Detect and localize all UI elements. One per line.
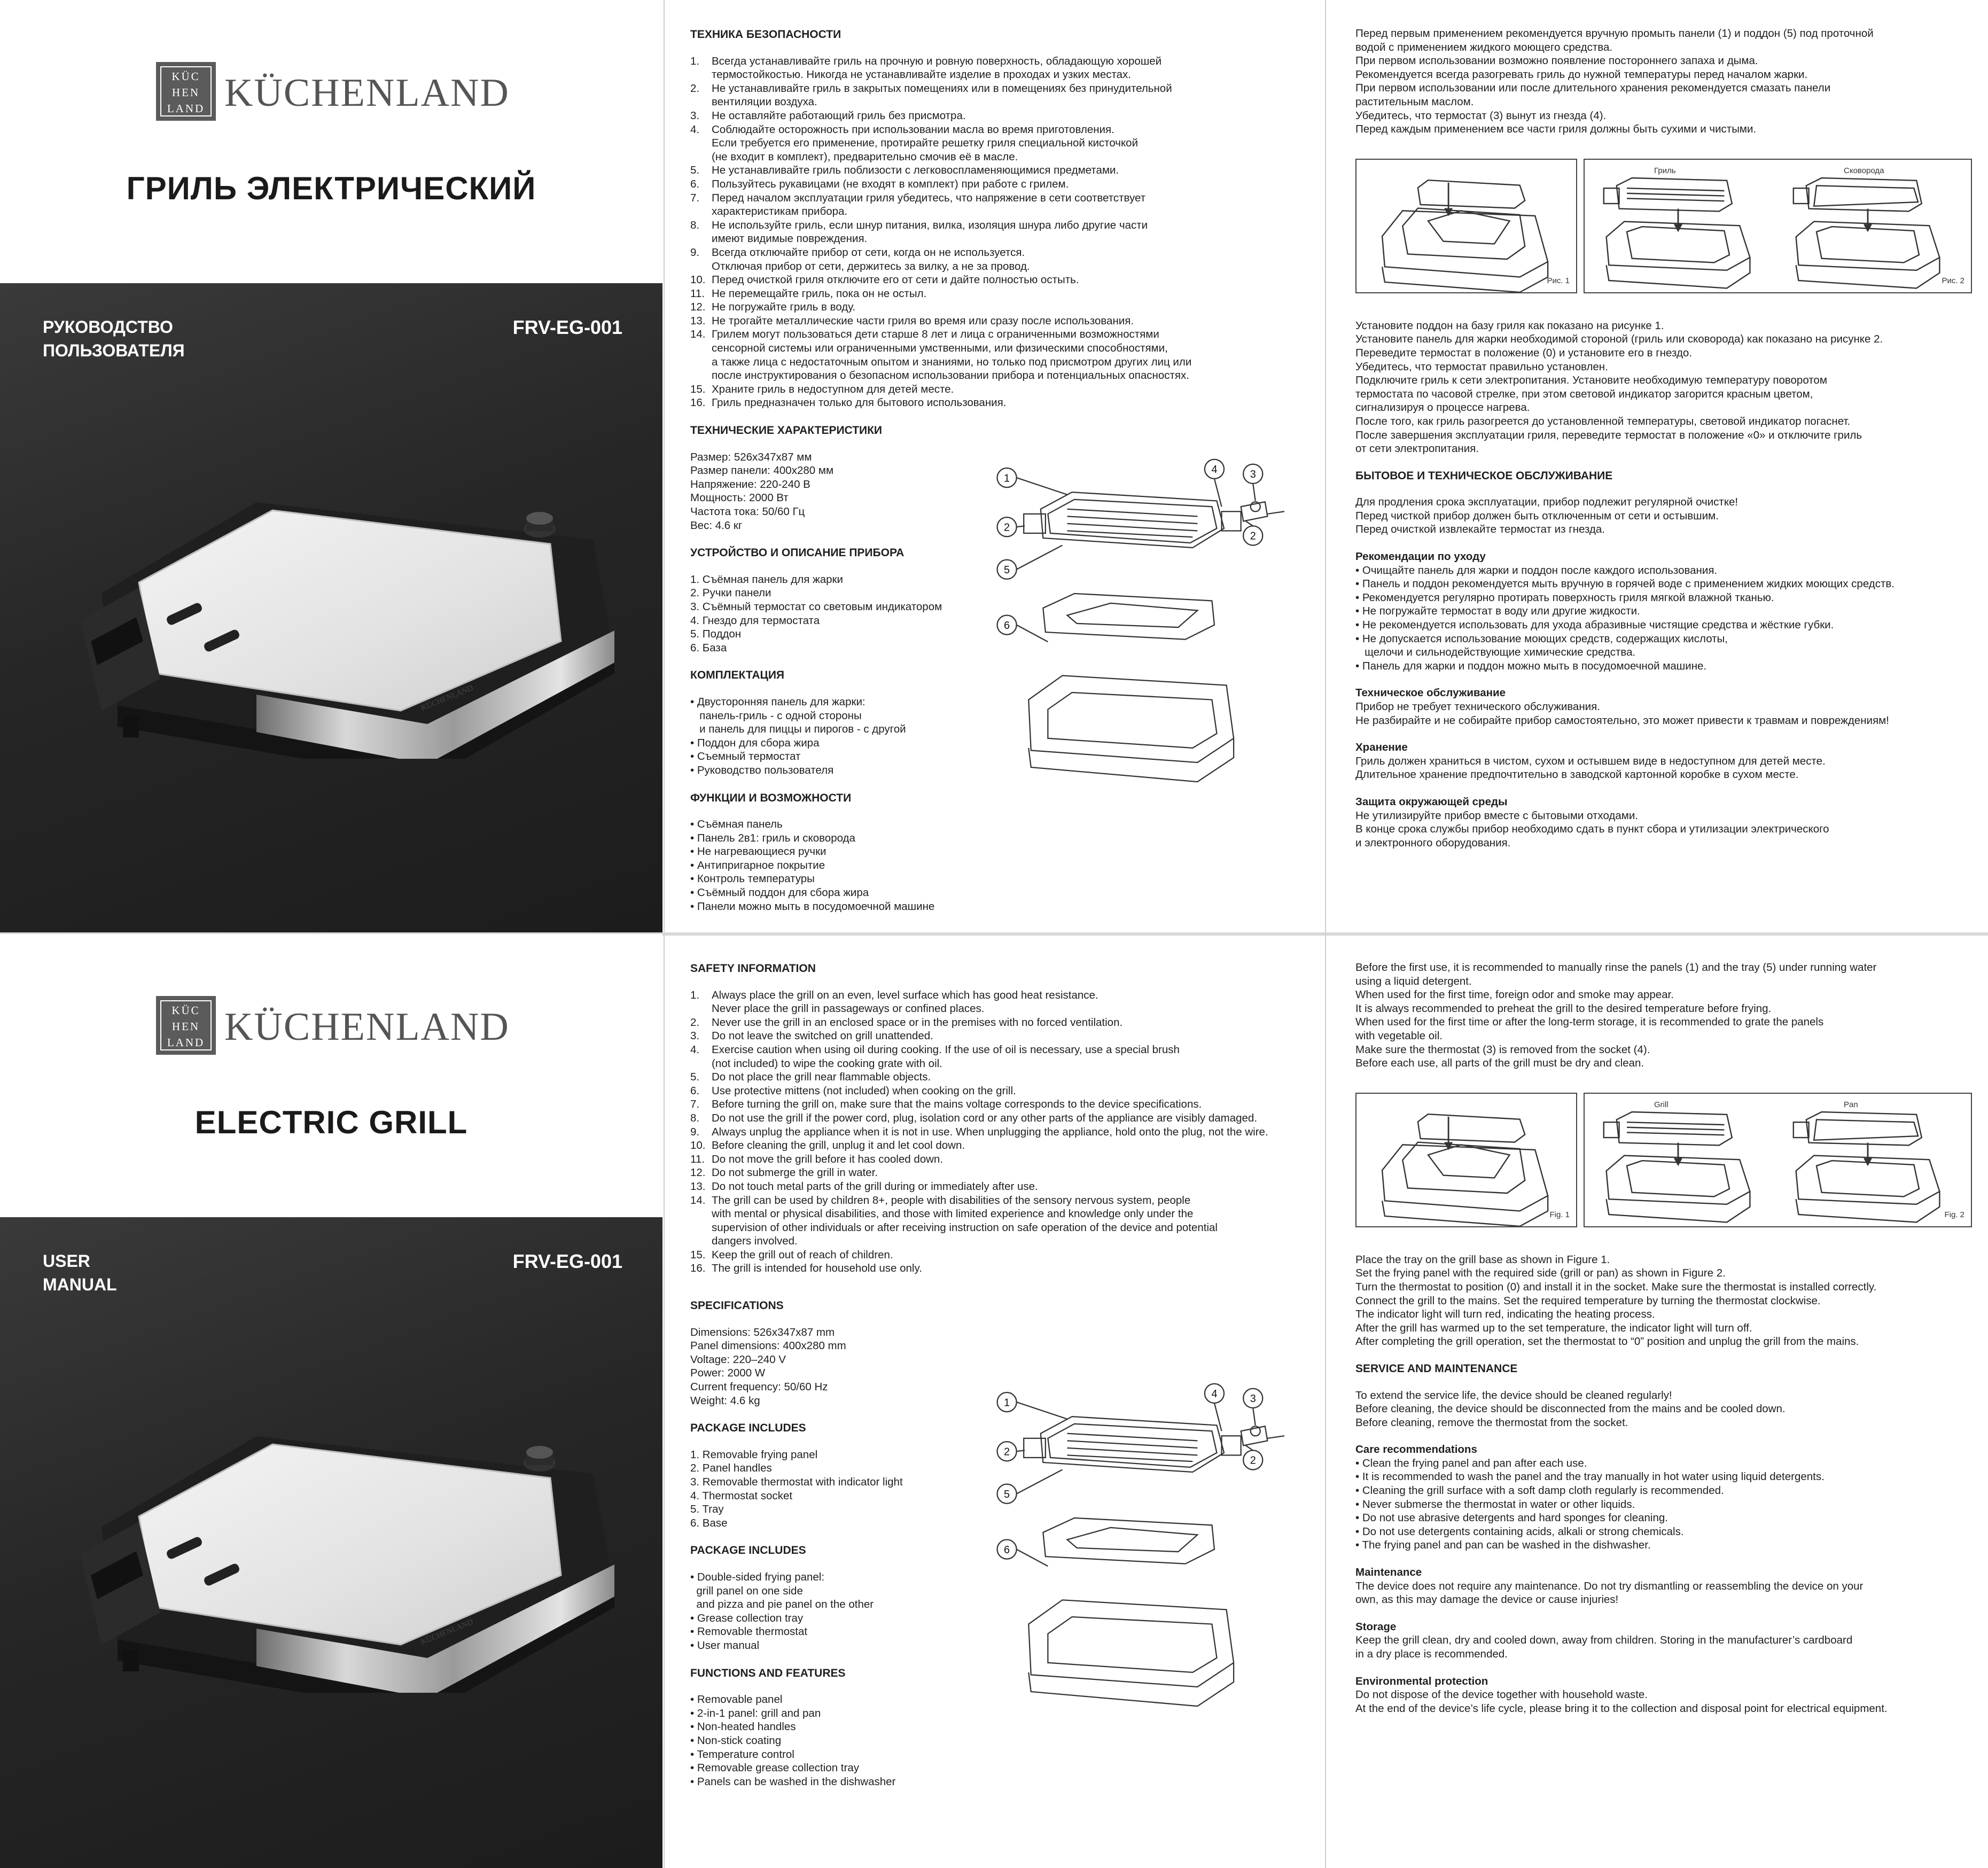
exploded-diagram: [995, 412, 1294, 823]
item-text: Не устанавливайте гриль в закрытых помещениях или в помещениях без принудительной вентиляции воздуха.: [712, 82, 1172, 108]
environment-block: [1355, 1675, 1971, 1716]
badge-line: HEN: [171, 86, 200, 99]
item-number: 10.: [690, 1139, 706, 1152]
first-use-text: Before the first use, it is recommended to manually rinse the panels (1) and the tray (5) under running water using a liquid detergent. When used for the first time, foreign odor and smoke may appear. It is always recommended to preheat the grill to the desired temperature before frying. When used for the first time or after the long-term storage, it is recommended to grate the panels with vegetable oil. Make sure the thermostat (3) is removed from the socket (4). Before each use, all parts of the grill must be dry and clean.: [1355, 961, 1877, 1070]
figures-row: [1355, 1093, 1971, 1227]
item-number: 3.: [690, 109, 700, 122]
product-logo: KÜCHENLAND: [419, 683, 475, 713]
cover-subtitle-line: ПОЛЬЗОВАТЕЛЯ: [43, 341, 185, 360]
package-line: • User manual: [690, 1639, 760, 1652]
badge-line: KÜC: [171, 1004, 200, 1017]
figure-1-drawing: [1356, 160, 1576, 292]
figure-2: [1584, 1093, 1972, 1227]
list-item: [690, 1139, 1304, 1153]
list-item: [690, 1153, 1304, 1166]
item-number: 16.: [690, 396, 706, 409]
part-line: 4. Thermostat socket: [690, 1489, 793, 1502]
care-list: • Clean the frying panel and pan after each use. • It is recommended to wash the panel and the tray manually in hot water using liquid detergents. • Cleaning the grill surface with a soft damp cloth regularly is recommended. • Never submerse the thermostat in water or other liquids. • Do not use abrasive detergents and hard sponges for cleaning. • Do not use detergents containing acids, alkali or strong chemicals. • The frying panel and pan can be washed in the dishwasher.: [1355, 1457, 1825, 1552]
badge-line: KÜC: [171, 70, 200, 83]
item-text: Не перемещайте гриль, пока он не остыл.: [712, 287, 927, 300]
section-heading: ФУНКЦИИ И ВОЗМОЖНОСТИ: [690, 791, 852, 804]
feature-line: • Панели можно мыть в посудомоечной машине: [690, 900, 935, 913]
list-item: [690, 383, 1304, 396]
callout-label: 2: [1004, 1446, 1010, 1458]
list-item: [690, 1111, 1304, 1125]
section-heading: SPECIFICATIONS: [690, 1299, 784, 1312]
figure-caption: Рис. 1: [1547, 276, 1570, 286]
item-number: 12.: [690, 1166, 706, 1179]
item-number: 6.: [690, 177, 700, 190]
cover-panel: [0, 934, 662, 1868]
figure-1: [1355, 1093, 1577, 1227]
list-item: [690, 109, 1304, 123]
callout-label: 5: [1004, 564, 1010, 576]
column-safety-specs: [664, 934, 1325, 1868]
maintenance-block: [1355, 686, 1971, 727]
list-item: [690, 1194, 1304, 1248]
figure-2-pan-drawing: [1777, 165, 1959, 293]
package-line: • Съемный термостат: [690, 750, 801, 763]
maintenance-text: The device does not require any maintenance. Do not try dismantling or reassembling the device on your own, as this may damage the device or cause injuries!: [1355, 1579, 1864, 1606]
list-item: [690, 1084, 1304, 1098]
badge-line: LAND: [167, 1036, 205, 1049]
brand-logo: [156, 62, 530, 121]
figure-2-grill-drawing: [1587, 1099, 1769, 1227]
item-number: 10.: [690, 274, 706, 286]
figure-caption: Fig. 1: [1549, 1210, 1570, 1220]
safety-section: [690, 962, 1304, 1275]
list-item: [690, 989, 1304, 1016]
list-item: [690, 123, 1304, 164]
item-number: 5.: [690, 1071, 700, 1084]
figure-caption: Рис. 2: [1942, 276, 1964, 286]
item-text: Всегда устанавливайте гриль на прочную и ровную поверхность, обладающую хорошей термостойкостью. Никогда не устанавливайте изделие в проходах и узких местах.: [712, 55, 1162, 81]
part-line: 1. Removable frying panel: [690, 1448, 818, 1461]
figure-label-grill: Гриль: [1654, 166, 1676, 175]
feature-line: • Removable panel: [690, 1693, 783, 1706]
item-text: Храните гриль в недоступном для детей месте.: [712, 383, 954, 395]
item-number: 8.: [690, 219, 700, 231]
callout-label: 4: [1211, 1388, 1218, 1400]
maintenance-block: [1355, 1566, 1971, 1607]
brand-logo: [156, 996, 530, 1055]
feature-line: • Non-heated handles: [690, 1721, 796, 1733]
list-item: [690, 219, 1304, 246]
package-line: • Поддон для сбора жира: [690, 736, 820, 749]
item-text: Пользуйтесь рукавицами (не входят в комплект) при работе с грилем.: [712, 177, 1069, 190]
spec-line: Current frequency: 50/60 Hz: [690, 1381, 828, 1394]
package-line: • Двусторонняя панель для жарки:: [690, 695, 866, 708]
callout-label: 3: [1250, 1393, 1256, 1405]
section-heading: SAFETY INFORMATION: [690, 962, 816, 975]
model-number: FRV-EG-001: [512, 1250, 622, 1272]
feature-line: • Панель 2в1: гриль и сковорода: [690, 831, 855, 844]
storage-block: [1355, 741, 1971, 782]
spec-line: Voltage: 220–240 V: [690, 1353, 786, 1366]
part-line: 4. Гнездо для термостата: [690, 614, 820, 627]
cover-subtitle-line: РУКОВОДСТВО: [43, 317, 173, 337]
brand-wordmark: KÜCHENLAND: [224, 71, 510, 115]
item-number: 6.: [690, 1084, 700, 1097]
figure-caption: Fig. 2: [1944, 1210, 1964, 1220]
part-line: 6. База: [690, 641, 727, 654]
part-line: 2. Panel handles: [690, 1462, 772, 1475]
item-text: Do not submerge the grill in water.: [712, 1166, 878, 1179]
section-heading: ТЕХНИЧЕСКИЕ ХАРАКТЕРИСТИКИ: [690, 424, 883, 437]
package-line: • Removable thermostat: [690, 1625, 808, 1638]
list-item: [690, 1016, 1304, 1030]
callout-label: 3: [1250, 469, 1256, 481]
item-text: Грилем могут пользоваться дети старше 8 лет и лица с ограниченными возможностями сенсорной системы или ограниченными умственными, или физическими способностями, а также лица с недостаточным опытом и знаниями, но только под присмотром других лиц или после инструктирования о безопасном использовании прибора и потенциальных опасностях.: [712, 328, 1192, 382]
package-line: • Руководство пользователя: [690, 764, 834, 776]
list-item: [690, 164, 1304, 177]
cover-panel: [0, 0, 662, 934]
figure-2: [1584, 159, 1972, 293]
exploded-diagram: [995, 1336, 1294, 1748]
column-use-service: [1325, 934, 1988, 1868]
installation-text: Place the tray on the grill base as shown in Figure 1. Set the frying panel with the required side (grill or pan) as shown in Figure 2. Turn the thermostat to position (0) and install it in the socket. Make sure the thermostat is installed correctly. Connect the grill to the mains. Set the required temperature by turning the thermostat clockwise. The indicator light will turn red, indicating the heating process. After the grill has warmed up to the set temperature, the indicator light will turn off. After completing the grill operation, set the thermostat to “0” position and unplug the grill from the mains.: [1355, 1253, 1877, 1348]
spec-line: Частота тока: 50/60 Гц: [690, 505, 805, 518]
callout-label: 2: [1250, 1454, 1256, 1467]
item-text: Do not place the grill near flammable objects.: [712, 1071, 931, 1084]
first-use-text: Перед первым применением рекомендуется вручную промыть панели (1) и поддон (5) под проточной водой с применением жидкого моющего средства. При первом использовании возможно появление постороннего запаха и дыма. Рекомендуется всегда разогревать гриль до нужной температуры перед началом жарки. При первом использовании или после длительного хранения рекомендуется смазать панели растительным маслом. Убедитесь, что термостат (3) вынут из гнезда (4). Перед каждым применением все части гриля должны быть сухими и чистыми.: [1355, 27, 1874, 136]
item-text: Не оставляйте работающий гриль без присмотра.: [712, 109, 966, 122]
cover-title: ГРИЛЬ ЭЛЕКТРИЧЕСКИЙ: [126, 170, 536, 206]
specs-and-diagram: [690, 1299, 1304, 1788]
list-item: [690, 273, 1304, 287]
part-line: 5. Tray: [690, 1503, 724, 1516]
list-item: [690, 1180, 1304, 1194]
care-list: • Очищайте панель для жарки и поддон после каждого использования. • Панель и поддон рекомендуется мыть вручную в горячей воде с применением жидких моющих средств. • Рекомендуется регулярно протирать поверхность гриля мягкой влажной тканью. • Не погружайте термостат в воду или другие жидкости. • Не рекомендуется использовать для ухода абразивные чистящие средства и жёсткие губки. • Не допускается использование моющих средств, содержащих кислоты, щелочи и сильнодействующие химические средства. • Панель для жарки и поддон можно мыть в посудомоечной машине.: [1355, 564, 1895, 672]
spec-line: Мощность: 2000 Вт: [690, 492, 789, 504]
part-line: 5. Поддон: [690, 628, 742, 641]
list-item: [690, 177, 1304, 191]
item-number: 1.: [690, 55, 700, 67]
subheading: Техническое обслуживание: [1355, 687, 1506, 699]
section-heading: PACKAGE INCLUDES: [690, 1544, 806, 1557]
item-number: 15.: [690, 383, 706, 395]
feature-line: • Съёмная панель: [690, 818, 783, 831]
figure-2-grill-drawing: [1587, 165, 1769, 293]
feature-line: • Panels can be washed in the dishwasher: [690, 1775, 896, 1788]
list-item: [690, 314, 1304, 328]
subheading: Рекомендации по уходу: [1355, 550, 1486, 563]
list-item: [690, 396, 1304, 410]
environment-text: Do not dispose of the device together with household waste. At the end of the device’s life cycle, please bring it to the collection and disposal point for electrical equipment.: [1355, 1688, 1888, 1715]
part-line: 6. Base: [690, 1516, 728, 1529]
cover-subtitle: [43, 1249, 117, 1296]
figures-row: [1355, 159, 1971, 293]
feature-line: • 2-in-1 panel: grill and pan: [690, 1707, 821, 1719]
item-text: Always place the grill on an even, level surface which has good heat resistance. Never place the grill in passageways or confined places.: [712, 989, 1098, 1015]
item-text: Не используйте гриль, если шнур питания, вилка, изоляция шнура либо другие части имеют видимые повреждения.: [712, 219, 1148, 245]
manual-sheet-en: [0, 934, 1988, 1868]
item-number: 14.: [690, 328, 706, 341]
subheading: Environmental protection: [1355, 1675, 1488, 1687]
column-use-service: [1325, 0, 1988, 934]
specs-and-diagram: [690, 424, 1304, 913]
figure-label-pan: Pan: [1844, 1100, 1858, 1109]
callout-label: 2: [1250, 530, 1256, 542]
figure-1: [1355, 159, 1577, 293]
item-text: Всегда отключайте прибор от сети, когда он не используется. Отключая прибор от сети, держитесь за вилку, а не за провод.: [712, 246, 1030, 273]
service-intro: Для продления срока эксплуатации, прибор подлежит регулярной очистке! Перед чисткой прибор должен быть отключенным от сети и остывшим. Перед очисткой извлекайте термостат из гнезда.: [1355, 496, 1738, 536]
cover-title: ELECTRIC GRILL: [194, 1104, 468, 1140]
list-item: [690, 1098, 1304, 1111]
item-text: Не устанавливайте гриль поблизости с легковоспламеняющимися предметами.: [712, 164, 1119, 177]
maintenance-text: Прибор не требует технического обслуживания. Не разбирайте и не собирайте прибор самостоятельно, это может привести к травмам и повреждениям!: [1355, 700, 1889, 727]
item-text: Keep the grill out of reach of children.: [712, 1248, 893, 1261]
callout-label: 1: [1004, 1397, 1010, 1409]
storage-text: Гриль должен храниться в чистом, сухом и остывшем виде в недоступном для детей месте. Длительное хранение предпочтительно в заводской картонной коробке в сухом месте.: [1355, 754, 1826, 781]
spec-line: Размер: 526x347x87 мм: [690, 450, 812, 463]
list-item: [690, 1070, 1304, 1084]
part-line: 3. Removable thermostat with indicator light: [690, 1476, 903, 1488]
section-heading: FUNCTIONS AND FEATURES: [690, 1667, 846, 1679]
item-number: 11.: [690, 287, 705, 300]
list-item: [690, 1262, 1304, 1275]
figure-label-grill: Grill: [1654, 1100, 1669, 1109]
callout-label: 2: [1004, 522, 1010, 534]
list-item: [690, 1248, 1304, 1262]
callout-label: 5: [1004, 1488, 1010, 1500]
feature-line: • Контроль температуры: [690, 873, 815, 885]
item-text: The grill is intended for household use only.: [712, 1262, 922, 1275]
feature-line: • Съёмный поддон для сбора жира: [690, 886, 869, 899]
badge-line: LAND: [167, 102, 205, 115]
callout-label: 1: [1004, 472, 1010, 485]
part-line: 2. Ручки панели: [690, 587, 771, 600]
item-number: 15.: [690, 1248, 706, 1261]
item-number: 2.: [690, 82, 700, 95]
item-number: 13.: [690, 1180, 706, 1193]
list-item: [690, 55, 1304, 82]
care-block: [1355, 1443, 1971, 1552]
cover-subtitle-line: MANUAL: [43, 1275, 117, 1294]
section-heading: УСТРОЙСТВО И ОПИСАНИЕ ПРИБОРА: [690, 547, 905, 559]
item-number: 16.: [690, 1262, 706, 1275]
cover-subtitle: [43, 315, 185, 362]
list-item: [690, 1166, 1304, 1180]
item-text: The grill can be used by children 8+, people with disabilities of the sensory nervous system, people with mental or physical disabilities, and those with limited experience and knowledge only under the supervision of other individuals or after receiving instruction on safe operation of the device and potential dangers involved.: [712, 1194, 1218, 1248]
package-line: and pizza and pie panel on the other: [690, 1598, 874, 1611]
item-number: 4.: [690, 123, 700, 136]
spec-line: Вес: 4.6 кг: [690, 519, 743, 532]
badge-line: HEN: [171, 1020, 200, 1033]
service-intro: To extend the service life, the device should be cleaned regularly! Before cleaning, the device should be disconnected from the mains and be cooled down. Before cleaning, remove the thermostat from the socket.: [1355, 1389, 1786, 1429]
product-logo: KÜCHENLAND: [419, 1617, 475, 1647]
environment-text: Не утилизируйте прибор вместе с бытовыми отходами. В конце срока службы прибор необходимо сдать в пункт сбора и утилизации электрического и электронного оборудования.: [1355, 809, 1829, 849]
spec-line: Размер панели: 400x280 мм: [690, 464, 834, 477]
item-text: Гриль предназначен только для бытового использования.: [712, 396, 1007, 409]
brand-wordmark: KÜCHENLAND: [224, 1005, 510, 1049]
item-number: 13.: [690, 314, 706, 327]
figure-2-pan-drawing: [1777, 1099, 1959, 1227]
brand-badge: [156, 62, 216, 121]
item-number: 9.: [690, 1125, 700, 1138]
storage-text: Keep the grill clean, dry and cooled down, away from children. Storing in the manufacturer’s cardboard in a dry place is recommended.: [1355, 1634, 1853, 1660]
cover-subtitle-line: USER: [43, 1251, 90, 1271]
feature-line: • Removable grease collection tray: [690, 1762, 859, 1774]
package-line: • Grease collection tray: [690, 1612, 804, 1624]
item-text: Do not touch metal parts of the grill during or immediately after use.: [712, 1180, 1038, 1193]
item-number: 14.: [690, 1194, 706, 1207]
part-line: 3. Съёмный термостат со световым индикатором: [690, 600, 942, 613]
list-item: [690, 1043, 1304, 1070]
spec-line: Power: 2000 W: [690, 1367, 766, 1380]
package-line: grill panel on one side: [690, 1584, 803, 1597]
feature-line: • Антипригарное покрытие: [690, 859, 825, 871]
part-line: 1. Съёмная панель для жарки: [690, 573, 843, 586]
subheading: Storage: [1355, 1620, 1397, 1633]
section-heading: БЫТОВОЕ И ТЕХНИЧЕСКОЕ ОБСЛУЖИВАНИЕ: [1355, 469, 1613, 482]
item-text: Перед началом эксплуатации гриля убедитесь, что напряжение в сети соответствует характеристикам прибора.: [712, 191, 1146, 218]
feature-line: • Non-stick coating: [690, 1734, 782, 1747]
spec-line: Panel dimensions: 400x280 mm: [690, 1340, 846, 1352]
item-number: 1.: [690, 989, 700, 1001]
storage-block: [1355, 1620, 1971, 1661]
item-number: 11.: [690, 1153, 705, 1165]
package-line: • Double-sided frying panel:: [690, 1570, 825, 1583]
item-number: 9.: [690, 246, 700, 259]
figure-label-pan: Сковорода: [1844, 166, 1884, 175]
package-line: и панель для пиццы и пирогов - с другой: [690, 723, 906, 736]
item-text: Do not move the grill before it has cooled down.: [712, 1153, 944, 1165]
feature-line: • Temperature control: [690, 1748, 794, 1761]
care-block: [1355, 550, 1971, 673]
model-number: FRV-EG-001: [512, 316, 622, 338]
brand-badge: [156, 996, 216, 1055]
safety-section: [690, 28, 1304, 410]
callout-label: 4: [1211, 464, 1218, 476]
item-text: Before turning the grill on, make sure that the mains voltage corresponds to the device specifications.: [712, 1098, 1202, 1111]
product-photo: [80, 1415, 614, 1693]
list-item: [690, 246, 1304, 273]
list-item: [690, 191, 1304, 219]
callout-label: 6: [1004, 619, 1010, 632]
product-photo: [80, 481, 614, 759]
subheading: Хранение: [1355, 741, 1408, 754]
item-text: Do not leave the switched on grill unattended.: [712, 1030, 933, 1042]
item-text: Use protective mittens (not included) when cooking on the grill.: [712, 1084, 1016, 1097]
list-item: [690, 82, 1304, 109]
item-number: 5.: [690, 164, 700, 177]
subheading: Maintenance: [1355, 1566, 1422, 1579]
feature-line: • Не нагревающиеся ручки: [690, 845, 827, 858]
package-line: панель-гриль - с одной стороны: [690, 709, 862, 722]
section-heading: КОМПЛЕКТАЦИЯ: [690, 669, 785, 682]
item-number: 12.: [690, 301, 706, 314]
section-heading: SERVICE AND MAINTENANCE: [1355, 1362, 1518, 1375]
item-number: 3.: [690, 1030, 700, 1042]
list-item: [690, 300, 1304, 314]
spec-line: Напряжение: 220-240 В: [690, 478, 810, 491]
spec-line: Weight: 4.6 kg: [690, 1394, 760, 1407]
item-text: Exercise caution when using oil during cooking. If the use of oil is necessary, use a special brush (not included) to wipe the cooking grate with oil.: [712, 1043, 1180, 1070]
item-text: Before cleaning the grill, unplug it and let cool down.: [712, 1139, 965, 1152]
item-text: Не погружайте гриль в воду.: [712, 301, 856, 314]
callout-label: 6: [1004, 1544, 1010, 1556]
spec-line: Dimensions: 526x347x87 mm: [690, 1326, 835, 1338]
installation-text: Установите поддон на базу гриля как показано на рисунке 1. Установите панель для жарки необходимой стороной (гриль или сковорода) как показано на рисунке 2. Переведите термостат в положение (0) и установите его в гнездо. Убедитесь, что термостат правильно установлен. Подключите гриль к сети электропитания. Установите необходимую температуру поворотом термостата по часовой стрелке, при этом световой индикатор загорится красным цветом, сигнализируя о процессе нагрева. После того, как гриль разогреется до установленной температуры, световой индикатор погаснет. После завершения эксплуатации гриля, переведите термостат в положение «0» и отключите гриль от сети электропитания.: [1355, 319, 1883, 455]
list-item: [690, 287, 1304, 301]
list-item: [690, 1125, 1304, 1139]
item-text: Do not use the grill if the power cord, plug, isolation cord or any other parts of the appliance are visibly damaged.: [712, 1111, 1258, 1124]
environment-block: [1355, 795, 1971, 850]
item-text: Перед очисткой гриля отключите его от сети и дайте полностью остыть.: [712, 274, 1079, 286]
safety-list: [690, 55, 1304, 410]
list-item: [690, 328, 1304, 382]
safety-list: [690, 989, 1304, 1275]
list-item: [690, 1029, 1304, 1043]
figure-1-drawing: [1356, 1094, 1576, 1226]
subheading: Защита окружающей среды: [1355, 795, 1508, 808]
item-text: Соблюдайте осторожность при использовании масла во время приготовления. Если требуется его применение, протирайте решетку гриля специальной кисточкой (не входит в комплект), предварительно смочив её в масле.: [712, 123, 1139, 163]
item-number: 8.: [690, 1111, 700, 1124]
section-heading: PACKAGE INCLUDES: [690, 1422, 806, 1435]
item-text: Always unplug the appliance when it is not in use. When unplugging the appliance, hold onto the plug, not the wire.: [712, 1125, 1268, 1138]
item-number: 2.: [690, 1016, 700, 1029]
item-text: Не трогайте металлические части гриля во время или сразу после использования.: [712, 314, 1134, 327]
section-heading: ТЕХНИКА БЕЗОПАСНОСТИ: [690, 28, 841, 41]
subheading: Care recommendations: [1355, 1443, 1477, 1456]
column-safety-specs: [664, 0, 1325, 934]
item-number: 7.: [690, 1098, 700, 1111]
item-number: 4.: [690, 1043, 700, 1056]
item-number: 7.: [690, 191, 700, 204]
item-text: Never use the grill in an enclosed space or in the premises with no forced ventilation.: [712, 1016, 1123, 1029]
